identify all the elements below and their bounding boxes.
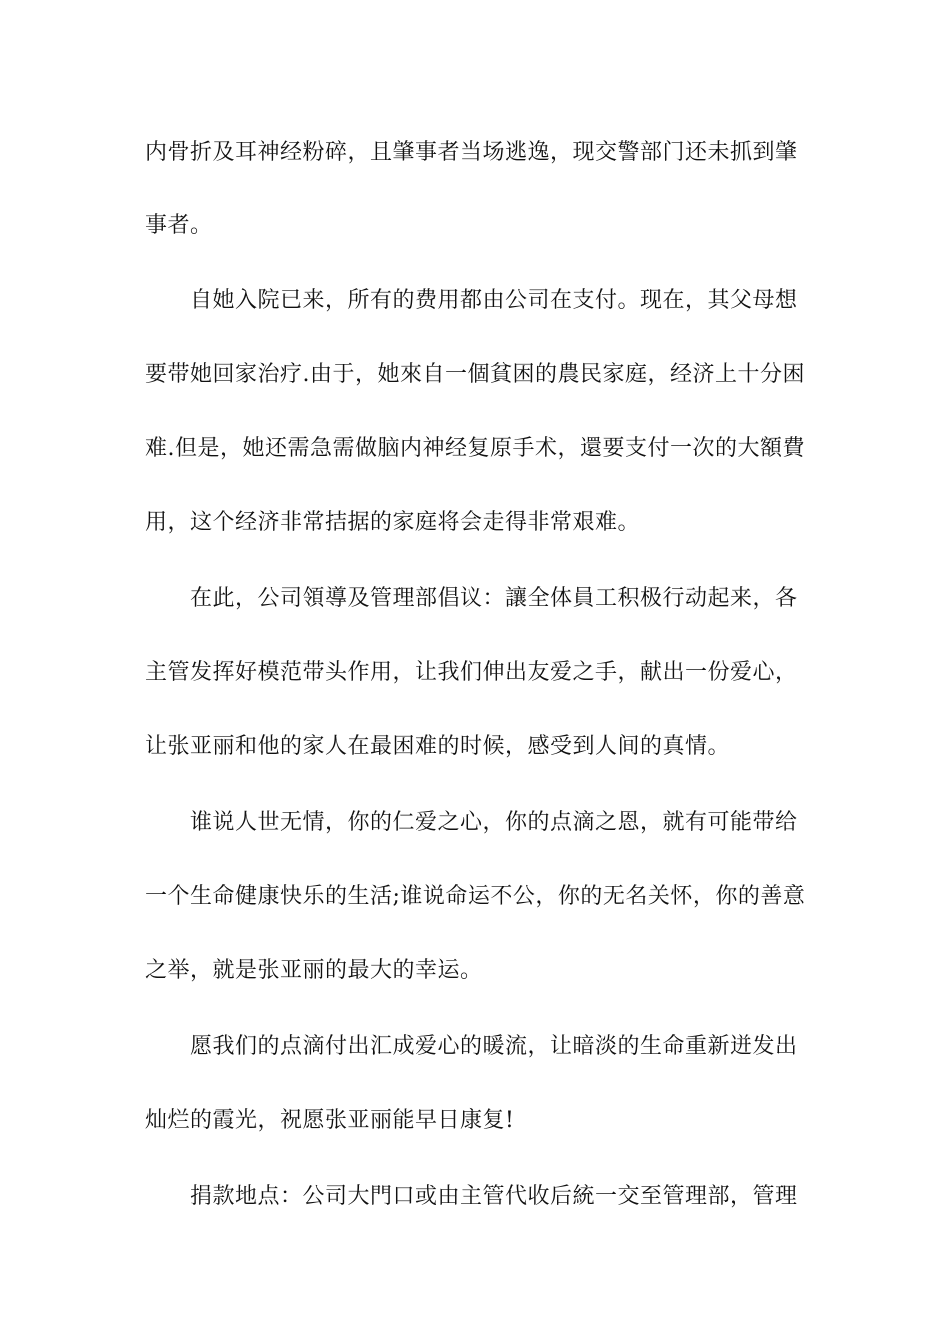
text-line: 主管发挥好模范带头作用，让我们伸出友爱之手，献出一份爱心，: [145, 660, 798, 685]
text-line: 一个生命健康快乐的生活;谁说命运不公，你的无名关怀，你的善意: [145, 884, 806, 909]
text-line: 要带她回家治疗.由于，她來自一個貧困的農民家庭，经济上十分困: [145, 362, 805, 387]
text-line: 灿烂的霞光，祝愿张亚丽能早日康复!: [145, 1108, 515, 1133]
text-line: 用，这个经济非常拮据的家庭将会走得非常艰难。: [145, 510, 641, 535]
paragraph-start-line: 自她入院已来，所有的费用都由公司在支付。现在，其父母想: [190, 288, 798, 313]
text-line: 事者。: [145, 213, 213, 238]
paragraph-start-line: 谁说人世无情，你的仁爱之心，你的点滴之恩，就有可能带给: [190, 810, 798, 835]
text-line: 让张亚丽和他的家人在最困难的时候，感受到人间的真情。: [145, 734, 731, 759]
paragraph-start-line: 在此，公司領導及管理部倡议：讓全体員工积极行动起来，各: [190, 586, 798, 611]
text-line: 之举，就是张亚丽的最大的幸运。: [145, 958, 483, 983]
paragraph-start-line: 愿我们的点滴付出汇成爱心的暖流，让暗淡的生命重新迸发出: [190, 1034, 798, 1059]
text-line: 难.但是，她还需急需做脑内神经复原手术，還要支付一次的大額費: [145, 436, 805, 461]
text-line: 内骨折及耳神经粉碎，且肇事者当场逃逸，现交警部门还未抓到肇: [145, 140, 798, 165]
paragraph-start-line: 捐款地点：公司大門口或由主管代收后統一交至管理部，管理: [190, 1184, 798, 1209]
